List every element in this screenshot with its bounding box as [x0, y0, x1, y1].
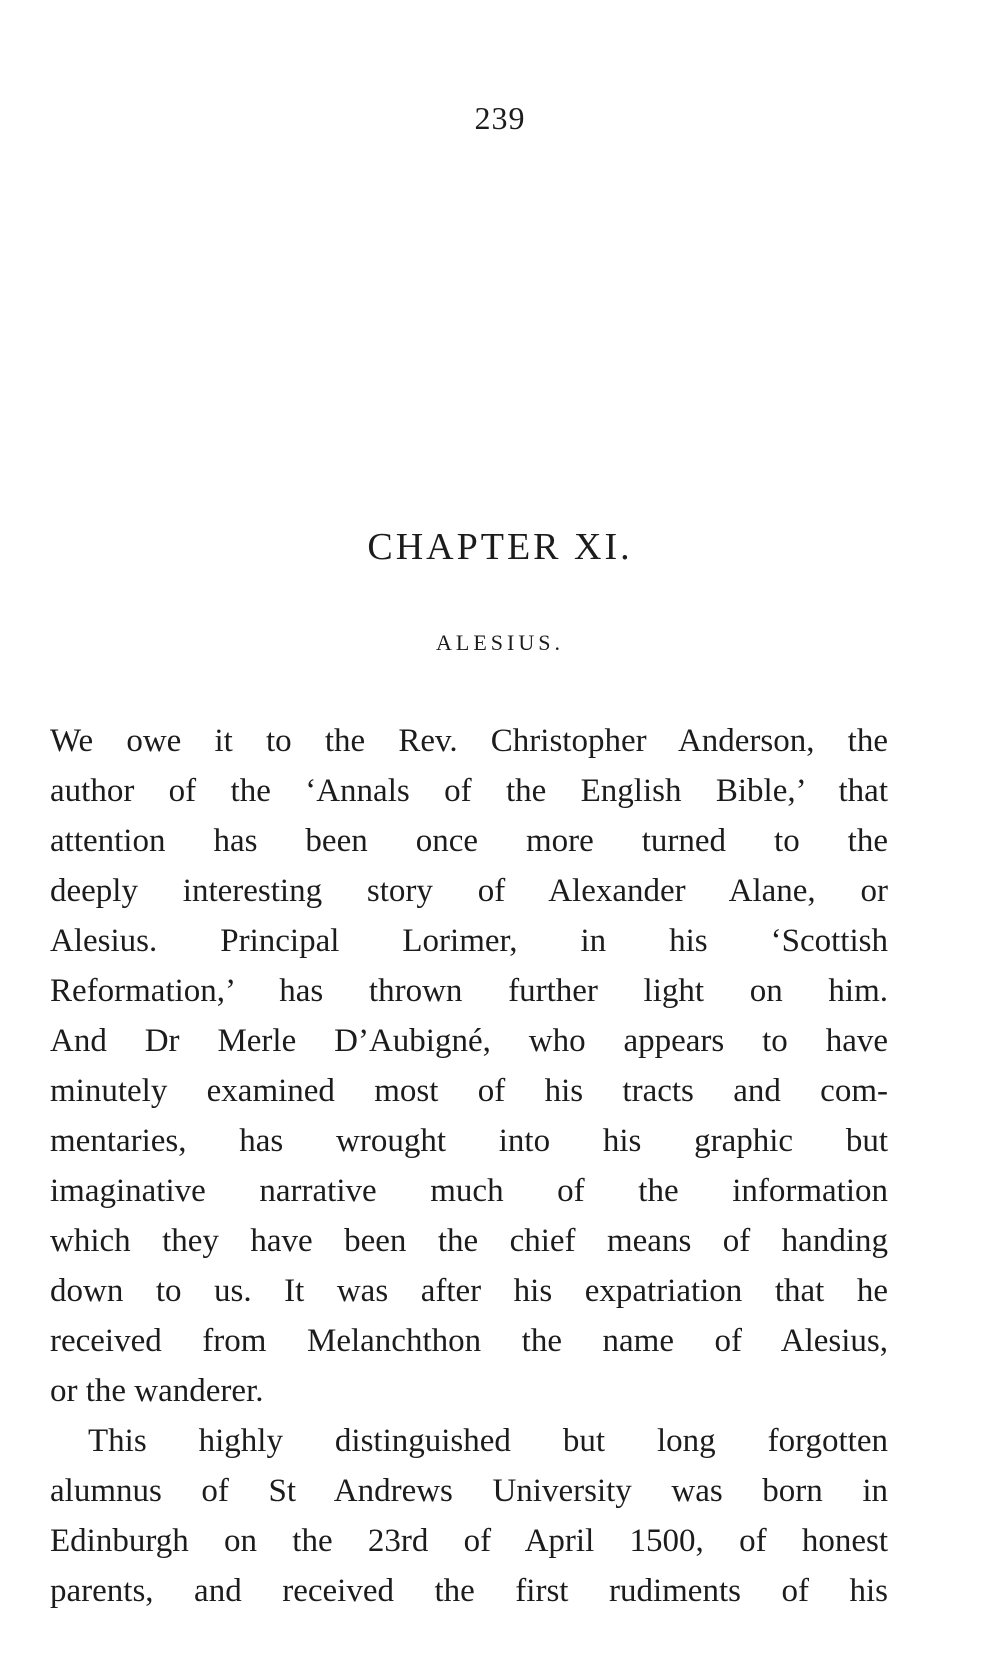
text-line: author of the ‘Annals of the English Bible,’ that	[50, 773, 888, 809]
chapter-title: CHAPTER XI.	[367, 526, 633, 568]
text-line: Reformation,’ has thrown further light on him.	[50, 973, 888, 1009]
text-line: which they have been the chief means of handing	[50, 1223, 888, 1259]
text-line: We owe it to the Rev. Christopher Anderson, the	[50, 723, 888, 759]
text-line: deeply interesting story of Alexander Alane, or	[50, 873, 888, 909]
text-line: This highly distinguished but long forgotten	[88, 1423, 888, 1459]
text-line: minutely examined most of his tracts and com-	[50, 1073, 888, 1109]
body-text	[50, 716, 888, 1616]
text-line: mentaries, has wrought into his graphic but	[50, 1123, 888, 1159]
text-line: received from Melanchthon the name of Alesius,	[50, 1323, 888, 1359]
text-line: imaginative narrative much of the information	[50, 1173, 888, 1209]
text-line: attention has been once more turned to the	[50, 823, 888, 859]
text-line: parents, and received the first rudiments of his	[50, 1573, 888, 1609]
text-line: Edinburgh on the 23rd of April 1500, of honest	[50, 1523, 888, 1559]
text-line: Alesius. Principal Lorimer, in his ‘Scottish	[50, 923, 888, 959]
page-number: 239	[474, 100, 526, 136]
text-line: down to us. It was after his expatriation that he	[50, 1273, 888, 1309]
text-line: And Dr Merle D’Aubigné, who appears to have	[50, 1023, 888, 1059]
text-line: alumnus of St Andrews University was born in	[50, 1473, 888, 1509]
text-line: or the wanderer.	[50, 1373, 264, 1409]
chapter-subtitle: ALESIUS.	[436, 630, 564, 655]
